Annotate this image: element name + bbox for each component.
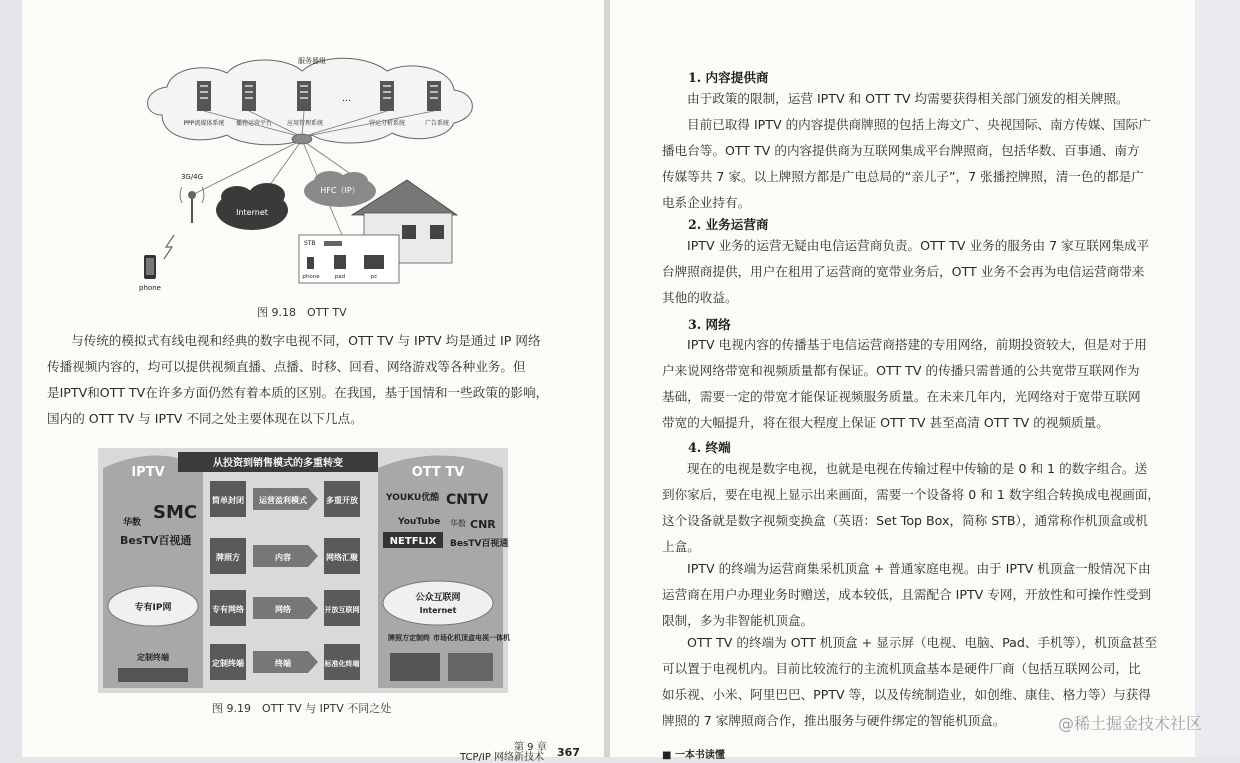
logo-bestv-right: BesTV百视通: [450, 539, 509, 549]
text-line: IPTV 电视内容的传播基于电信运营商搭建的专用网络，前期投资较大，但是对于用: [687, 337, 1147, 352]
col3-label: 网络汇聚: [326, 553, 358, 562]
right-terminal-label: 牌照方定制终: [388, 634, 430, 642]
logo-cnr: CNR: [470, 518, 496, 531]
text-line: IPTV 的终端为运营商集采机顶盒 + 普通家庭电视。由于 IPTV 机顶盒一般情况下由: [687, 561, 1151, 576]
server-label: 广告系统: [424, 120, 450, 127]
text-line: 如乐视、小米、阿里巴巴、PPTV 等，以及传统制造业，如创维、康佳、格力等）与获得: [662, 687, 1151, 702]
logo-netflix: NETFLIX: [389, 536, 437, 547]
text-line: OTT TV 的终端为 OTT 机顶盒 + 显示屏（电视、电脑、Pad、手机等），机顶盒甚至: [687, 635, 1158, 650]
watermark: @稀土掘金技术社区: [1058, 714, 1203, 733]
left-terminal-label: 定制终端: [137, 653, 169, 662]
phone-label: phone: [139, 284, 161, 292]
text-line: 电系企业持有。: [662, 195, 751, 210]
text-line: 牌照的 7 家牌照商合作，推出服务与硬件绑定的智能机顶盒。: [662, 713, 1006, 728]
logo-smc: SMC: [153, 502, 198, 523]
text-line: 户来说网络带宽和视频质量都有保证。OTT TV 的传播只需普通的公共宽带互联网作为: [662, 363, 1140, 378]
col1-label: 牌照方: [216, 553, 240, 562]
ott-title: OTT TV: [411, 465, 465, 480]
device-label: pad: [334, 274, 346, 280]
device-label: pc: [370, 274, 378, 280]
text-line: 带宽的大幅提升，将在很大程度上保证 OTT TV 甚至高清 OTT TV 的视频质量。: [662, 415, 1109, 430]
col3-label: 开放互联网: [324, 606, 360, 614]
paragraph: [662, 556, 1151, 634]
server-label: PPP流媒体系统: [183, 120, 225, 127]
banner-label: 从投资到销售模式的多重转变: [213, 458, 343, 469]
text-line: 到你家后，要在电视上显示出来画面，需要一个设备将 0 和 1 数字组合转换成电视画面，: [662, 487, 1161, 502]
right-network-label: Internet: [419, 606, 457, 615]
text-line: 其他的收益。: [662, 290, 738, 305]
paragraph: [662, 456, 1160, 560]
stb-label: STB: [304, 240, 316, 247]
footer-title: TCP/IP 网络新技术: [460, 752, 545, 763]
text-line: 与传统的模拟式有线电视和经典的数字电视不同，OTT TV 与 IPTV 均是通过 IP 网络: [71, 333, 541, 348]
col3-label: 标准化终端: [324, 660, 360, 668]
hfc-label: HFC（IP）: [320, 186, 360, 195]
ellipsis-label: …: [342, 94, 351, 104]
text-line: 是IPTV和OTT TV在许多方面仍然有着本质的区别。在我国，基于国情和一些政策的影响，: [47, 385, 549, 400]
text-line: 基础，需要一定的带宽才能保证视频服务质量。在未来几年内，光网络对于宽带互联网: [662, 389, 1141, 404]
text-line: 运营商在用户办理业务时赠送，成本较低，且需配合 IPTV 专网，开放性和可操作性受到: [662, 587, 1151, 602]
logo-bestv: BesTV百视通: [120, 534, 192, 547]
footer-note: [662, 746, 725, 761]
col2-label: 终端: [275, 659, 291, 668]
col1-label: 简单封闭: [212, 496, 244, 505]
paragraph: [662, 233, 1149, 311]
footer-note-text: 一本书读懂: [674, 750, 725, 761]
text-line: 现在的电视是数字电视，也就是电视在传输过程中传输的是 0 和 1 的数字组合。送: [687, 461, 1148, 476]
text-line: IPTV 业务的运营无疑由电信运营商负责。OTT TV 业务的服务由 7 家互联网集成平: [687, 238, 1150, 253]
server-label: 应用管理系统: [286, 120, 324, 127]
section-heading: 2. 业务运营商: [688, 217, 769, 232]
tower-label: 3G/4G: [180, 173, 204, 181]
text-line: 上盒。: [662, 539, 700, 554]
left-body-paragraph: [47, 328, 548, 432]
text-line: 台牌照商提供，用户在租用了运营商的宽带业务后，OTT 业务不会再为电信运营商带来: [662, 264, 1145, 279]
left-page: [22, 0, 604, 763]
server-label: 营运分析系统: [368, 120, 406, 127]
text-line: 这个设备就是数字视频变换盒（英语：Set Top Box，简称 STB），通常称作机顶盒或机: [662, 513, 1148, 528]
footer-page-number: 367: [557, 746, 580, 759]
col1-label: 定制终端: [212, 659, 244, 668]
text-line: 限制，多为非智能机顶盒。: [662, 613, 814, 628]
figure-9-18-caption: 图 9.18 OTT TV: [257, 306, 347, 319]
logo-wasu-right: 华数: [450, 519, 466, 528]
col3-label: 多重开放: [326, 496, 358, 505]
text-line: 目前已取得 IPTV 的内容提供商牌照的包括上海文广、央视国际、南方传媒、国际广: [687, 117, 1151, 132]
col1-label: 专有网络: [212, 605, 244, 614]
text-line: 国内的 OTT TV 与 IPTV 不同之处主要体现在以下几点。: [47, 411, 363, 426]
internet-label: Internet: [236, 208, 268, 217]
text-line: 由于政策的限制，运营 IPTV 和 OTT TV 均需要获得相关部门颁发的相关牌照。: [687, 91, 1129, 106]
text-line: 传播视频内容的，均可以提供视频直播、点播、时移、回看、网络游戏等各种业务。但: [47, 359, 526, 374]
col2-label: 内容: [275, 553, 291, 562]
right-page: [610, 0, 1195, 761]
paragraph: [662, 112, 1151, 216]
text-line: 播电台等。OTT TV 的内容提供商为互联网集成平台牌照商，包括华数、百事通、南方: [662, 143, 1140, 158]
logo-cntv: CNTV: [446, 492, 489, 508]
section-heading: 3. 网络: [688, 317, 731, 332]
col2-label: 运营盈利模式: [259, 496, 307, 505]
figure-9-19-diagram: [98, 448, 508, 693]
viewer-margin: [1195, 0, 1240, 757]
logo-wasu: 华数: [123, 518, 142, 528]
right-network-label: 公众互联网: [415, 593, 461, 603]
text-line: 传媒等共 7 家。以上牌照方都是广电总局的“亲儿子”，7 张播控牌照，清一色的都是广: [662, 169, 1144, 184]
logo-youtube: YouTube: [398, 517, 441, 527]
col2-label: 网络: [275, 605, 291, 614]
paragraph: [662, 332, 1147, 436]
footer-chapter: 第 9 章: [514, 742, 547, 753]
paragraph: [662, 86, 1129, 112]
iptv-title: IPTV: [131, 465, 165, 480]
text-line: 可以置于电视机内。目前比较流行的主流机顶盒基本是硬件厂商（包括互联网公司，比: [662, 661, 1141, 676]
section-heading: 1. 内容提供商: [688, 70, 769, 85]
logo-youku: YOUKU优酷: [386, 493, 440, 503]
right-terminal-label: 市场化机顶盒电视一体机: [433, 634, 510, 642]
figure-9-18-diagram: [102, 45, 502, 300]
server-group-label: 服务器组: [298, 57, 326, 65]
device-label: phone: [302, 274, 320, 280]
left-network-label: 专有IP网: [134, 603, 172, 613]
section-heading: 4. 终端: [688, 440, 731, 455]
figure-9-19-caption: 图 9.19 OTT TV 与 IPTV 不同之处: [212, 702, 392, 715]
server-label: 播控运营平台: [235, 120, 273, 127]
footer-bullet-icon: ■: [662, 750, 672, 761]
